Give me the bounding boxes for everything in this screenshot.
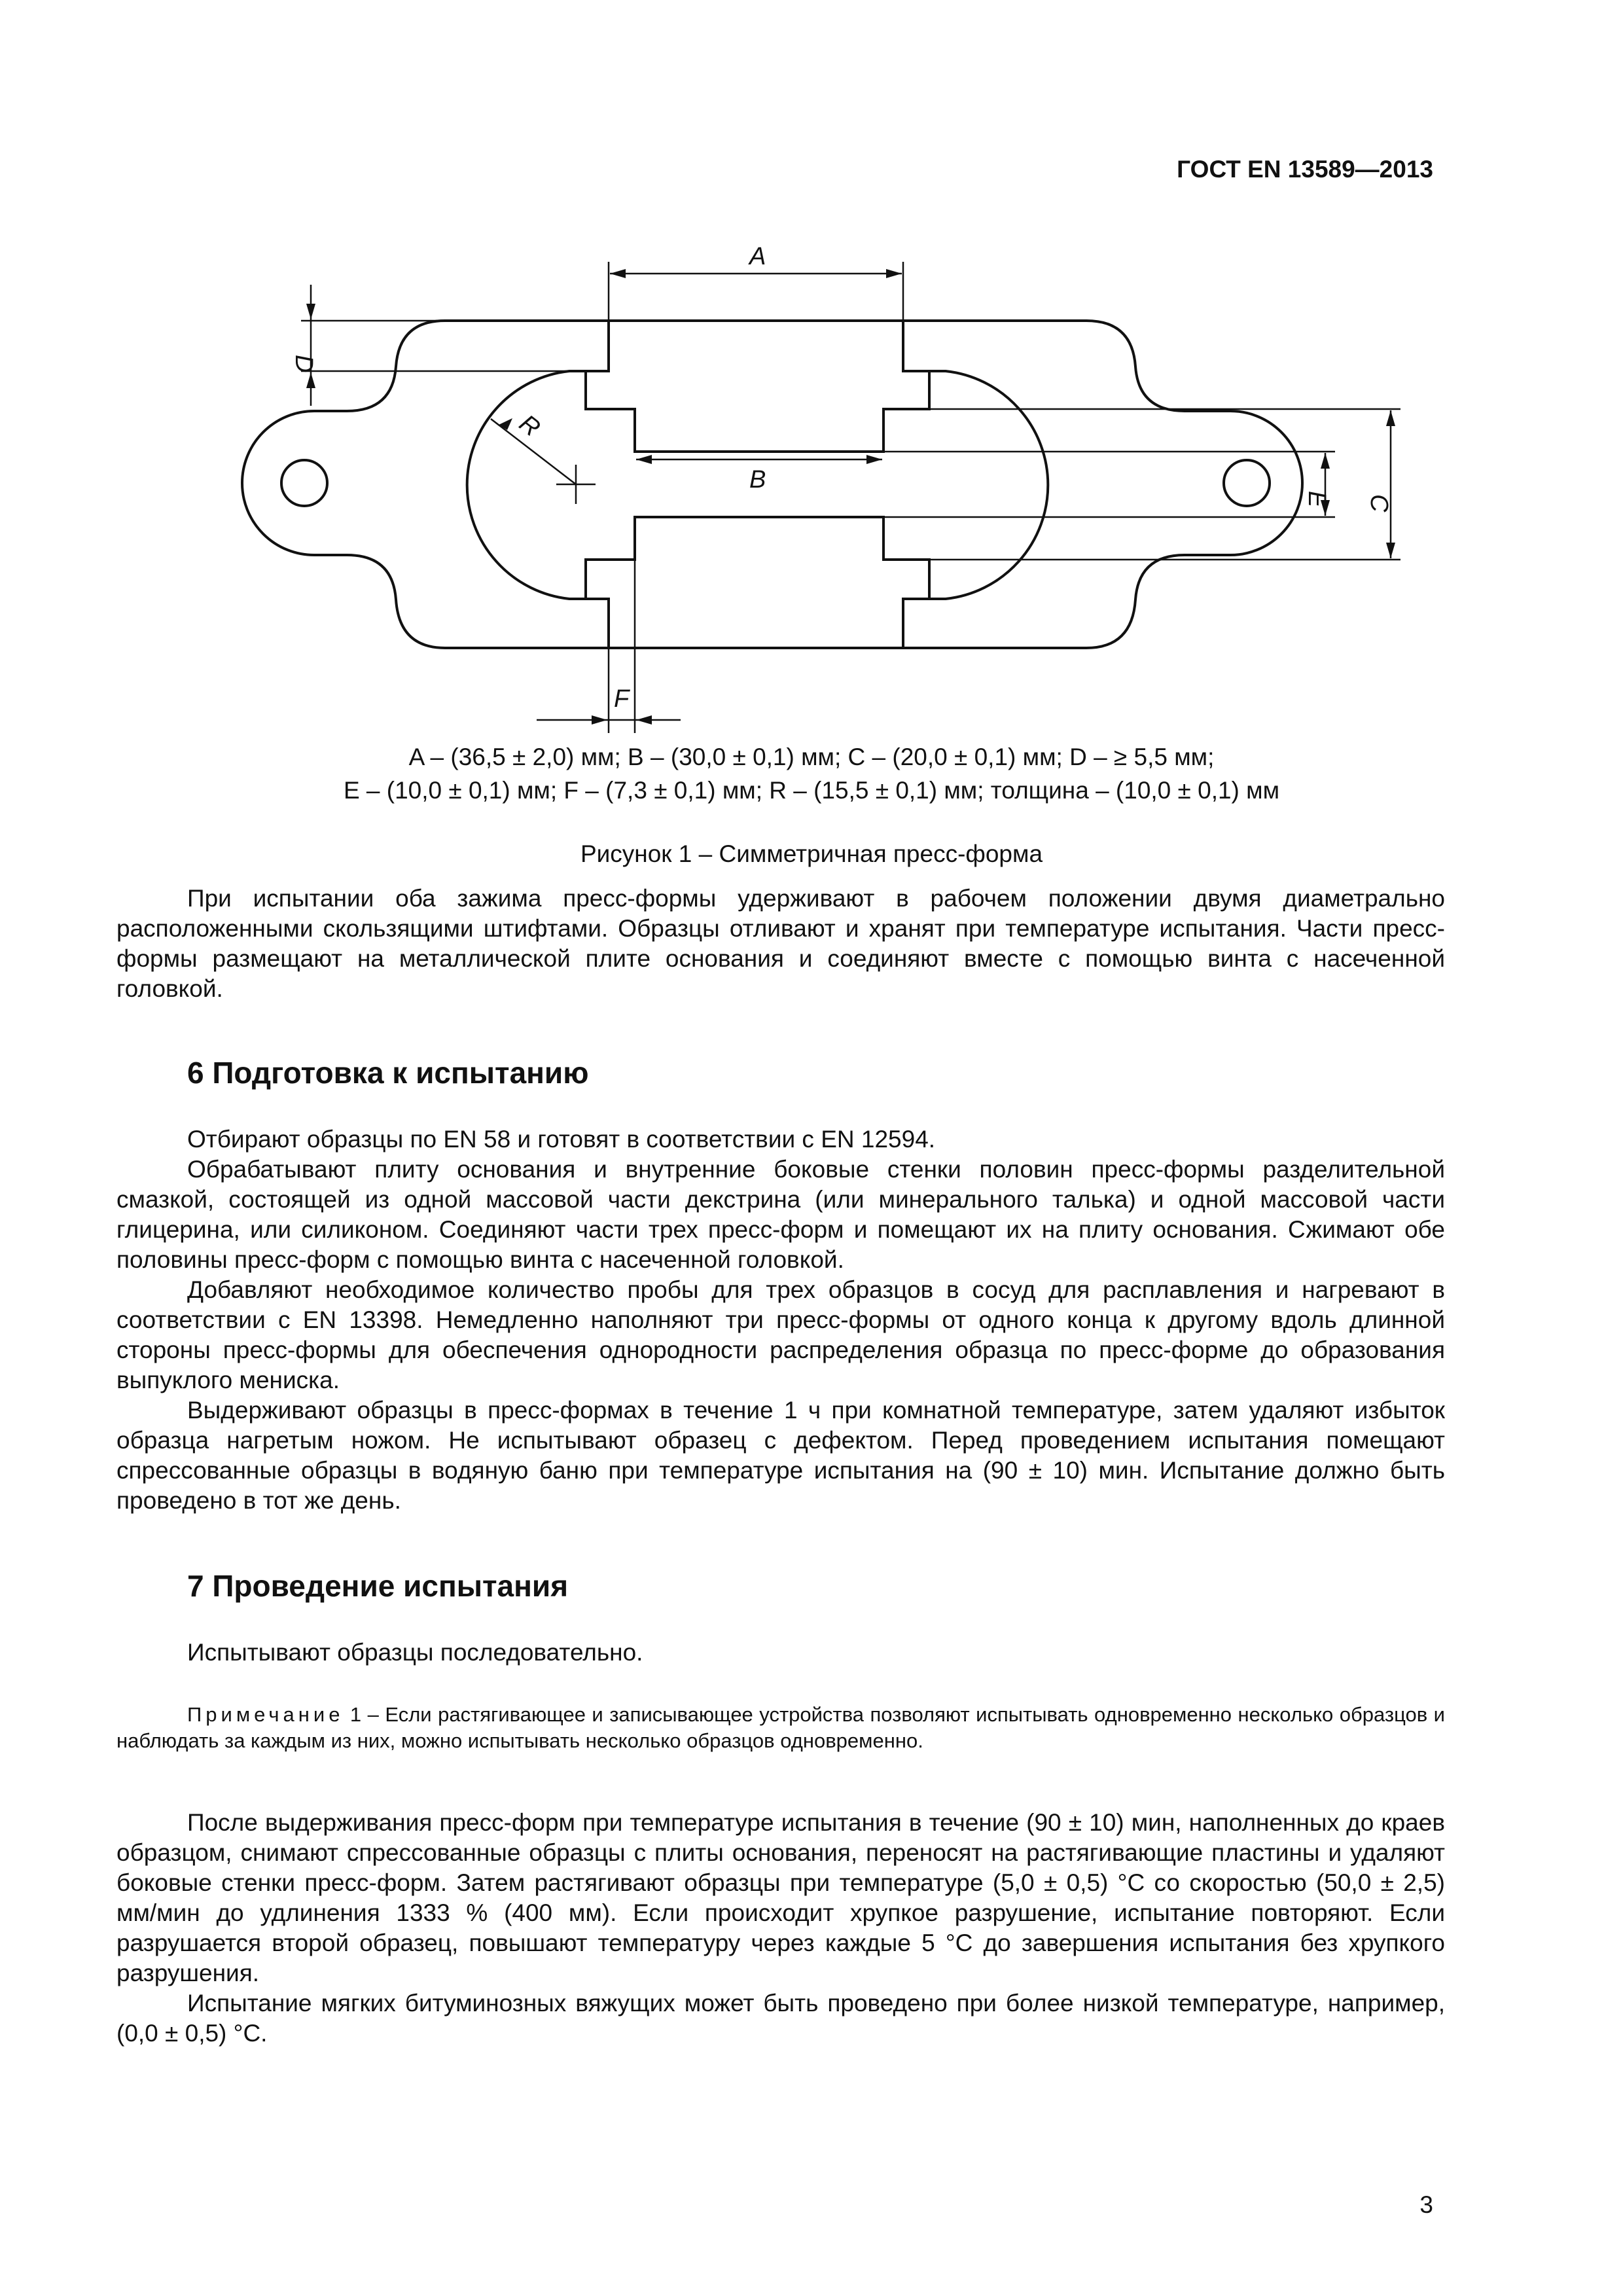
document-id-header: ГОСТ EN 13589—2013 — [1177, 156, 1433, 183]
label-a: A — [749, 243, 766, 270]
paragraph: Испытывают образцы последовательно. — [187, 1639, 643, 1666]
figure-legend-line-1: A – (36,5 ± 2,0) мм; B – (30,0 ± 0,1) мм; C – (20,0 ± 0,1) мм; D – ≥ 5,5 мм; — [408, 744, 1215, 770]
section-7-body — [116, 1808, 1445, 2049]
figure-caption: Рисунок 1 – Симметричная пресс-форма — [580, 840, 1043, 867]
figure-legend-line-2: E – (10,0 ± 0,1) мм; F – (7,3 ± 0,1) мм; R – (15,5 ± 0,1) мм; толщина – (10,0 ± 0,1) мм — [343, 777, 1280, 804]
label-b: B — [749, 466, 766, 493]
upper-insert — [586, 321, 929, 452]
label-r: R — [514, 409, 545, 442]
section-6-title: 6 Подготовка к испытанию — [187, 1056, 589, 1090]
label-e: E — [1303, 491, 1330, 508]
mold-drawing-svg — [229, 236, 1420, 746]
paragraph: После выдерживания пресс-форм при температуре испытания в течение (90 ± 10) мин, наполненных до краев образцом, снимают спрессованные образцы с плиты основания, переносят на растягивающие пластины и удаляют боковые стенки пресс-форм. Затем растягивают образцы при температуре (5,0 ± 0,5) °С со скоростью (50,0 ± 2,5) мм/мин до удлинения 1333 % (400 мм). Если происходит хрупкое разрушение, испытание повторяют. Если разрушается второй образец, повышают температуру через каждые 5 °С до завершения испытания без хрупкого разрушения. — [116, 1809, 1445, 1986]
note-label: Примечание — [187, 1703, 344, 1726]
intro-paragraph-block — [116, 884, 1445, 1004]
intro-paragraph: При испытании оба зажима пресс-формы удерживают в рабочем положении двумя диаметрально расположенными скользящими штифтами. Образцы отливают и хранят при температуре испытания. Части пресс-формы размещают на металлической плите основания и соединяют вместе с помощью винта с насеченной головкой. — [116, 885, 1445, 1002]
section-7-intro — [116, 1638, 1445, 1668]
paragraph: Испытание мягких битуминозных вяжущих может быть проведено при более низкой температуре, например, (0,0 ± 0,5) °С. — [116, 1990, 1445, 2047]
paragraph: Добавляют необходимое количество пробы для трех образцов в сосуд для расплавления и нагревают в соответствии с EN 13398. Немедленно наполняют три пресс-формы от одного конца к другому вдоль длинной стороны пресс-формы для обеспечения однородности распределения образца по пресс-форме до образования выпуклого мениска. — [116, 1276, 1445, 1393]
lower-insert — [586, 517, 929, 648]
mold-drawing-figure — [229, 236, 1420, 746]
note-block — [116, 1702, 1445, 1754]
page-number: 3 — [1419, 2191, 1433, 2218]
right-clamp-arc — [929, 371, 1048, 599]
right-eye-hole — [1224, 460, 1270, 506]
paragraph: Отбирают образцы по EN 58 и готовят в соответствии с EN 12594. — [187, 1126, 936, 1153]
left-eye-hole — [281, 460, 327, 506]
section-7-title: 7 Проведение испытания — [187, 1569, 569, 1603]
label-c: C — [1365, 494, 1393, 512]
paragraph: Обрабатывают плиту основания и внутренние боковые стенки половин пресс-формы разделительной смазкой, состоящей из одной массовой части декстрина (или минерального талька) и одной массовой части глицерина, или силиконом. Соединяют части трех пресс-форм и помещают их на плиту основания. Сжимают обе половины пресс-форм с помощью винта с насеченной головкой. — [116, 1156, 1445, 1273]
label-d: D — [290, 355, 317, 373]
mold-outline — [242, 321, 1302, 648]
note-text: 1 – Если растягивающее и записывающее устройства позволяют испытывать одновременно несколько образцов и наблюдать за каждым из них, можно испытывать несколько образцов одновременно. — [116, 1703, 1445, 1752]
label-f: F — [614, 685, 630, 713]
section-6-body — [116, 1124, 1445, 1516]
paragraph: Выдерживают образцы в пресс-формах в течение 1 ч при комнатной температуре, затем удаляют избыток образца нагретым ножом. Не испытывают образец с дефектом. Перед проведением испытания помещают спрессованные образцы в водяную баню при температуре испытания на (90 ± 10) мин. Испытание должно быть проведено в тот же день. — [116, 1397, 1445, 1514]
